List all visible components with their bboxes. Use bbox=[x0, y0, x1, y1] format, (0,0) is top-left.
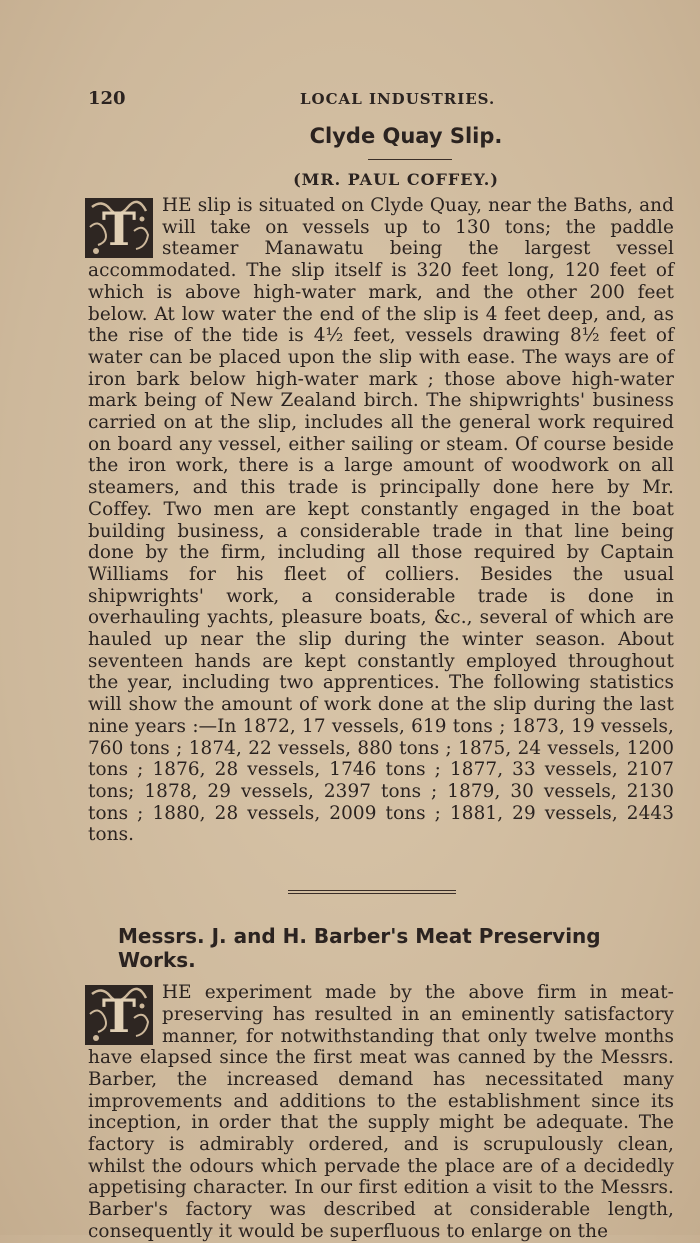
decorative-dropcap-icon bbox=[84, 197, 154, 259]
section-title-clyde-quay: Clyde Quay Slip. bbox=[309, 124, 503, 148]
running-title: LOCAL INDUSTRIES. bbox=[300, 90, 496, 108]
section-body-clyde-quay bbox=[88, 195, 674, 846]
svg-text:T: T bbox=[101, 202, 137, 256]
decorative-dropcap-icon bbox=[84, 984, 154, 1046]
section-title-barbers: Messrs. J. and H. Barber's Meat Preserving Works. bbox=[118, 924, 601, 973]
section-divider bbox=[288, 890, 456, 894]
section-byline: (MR. PAUL COFFEY.) bbox=[293, 170, 499, 189]
book-page bbox=[88, 88, 674, 1243]
running-head bbox=[88, 88, 674, 114]
page-number: 120 bbox=[88, 88, 126, 109]
section-text: HE slip is situated on Clyde Quay, near the Baths, and will take on vessels up to 130 tons; the paddle steamer Manawatu being the largest vessel accommodated. The slip itself is 320 feet long, 120 feet of which is above high-water mark, and the other 200 feet below. At low water the end of the slip is 4 feet deep, and, as the rise of the tide is 4½ feet, vessels drawing 8½ feet of water can be placed upon the slip with ease. The ways are of iron bark below high-water mark ; those above high-water mark being of New Zealand birch. The shipwrights' business carried on at the slip, includes all the general work required on board any vessel, either sailing or steam. Of course beside the iron work, there is a large amount of woodwork on all steamers, and this trade is principally done here by Mr. Coffey. Two men are kept constantly engaged in the boat building business, a considerable trade in that line being done by the firm, including all those required by Captain Williams for his fleet of colliers. Besides the usual shipwrights' work, a considerable trade is done in overhauling yachts, pleasure boats, &c., several of which are hauled up near the slip during the winter season. About seventeen hands are kept constantly employed throughout the year, including two apprentices. The following statistics will show the amount of work done at the slip during the last nine years :—In 1872, 17 vessels, 619 tons ; 1873, 19 vessels, 760 tons ; 1874, 22 vessels, 880 tons ; 1875, 24 vessels, 1200 tons ; 1876, 28 vessels, 1746 tons ; 1877, 33 vessels, 2107 tons; 1878, 29 vessels, 2397 tons ; 1879, 30 vessels, 2130 tons ; 1880, 28 vessels, 2009 tons ; 1881, 29 vessels, 2443 tons. bbox=[88, 195, 674, 846]
title-rule bbox=[368, 159, 452, 160]
section-text: HE experiment made by the above firm in meat-preserving has resulted in an eminently satisfactory manner, for notwithstanding that only twelve months have elapsed since the first meat was canned by the Messrs. Barber, the increased demand has necessitated many improvements and additions to the establishment since its inception, in order that the supply might be adequate. The factory is admirably ordered, and is scrupulously clean, whilst the odours which pervade the place are of a decidedly appetising character. In our first edition a visit to the Messrs. Barber's factory was described at considerable length, consequently it would be superfluous to enlarge on the bbox=[88, 982, 674, 1242]
section-body-barbers bbox=[88, 982, 674, 1242]
svg-text:T: T bbox=[101, 989, 137, 1044]
